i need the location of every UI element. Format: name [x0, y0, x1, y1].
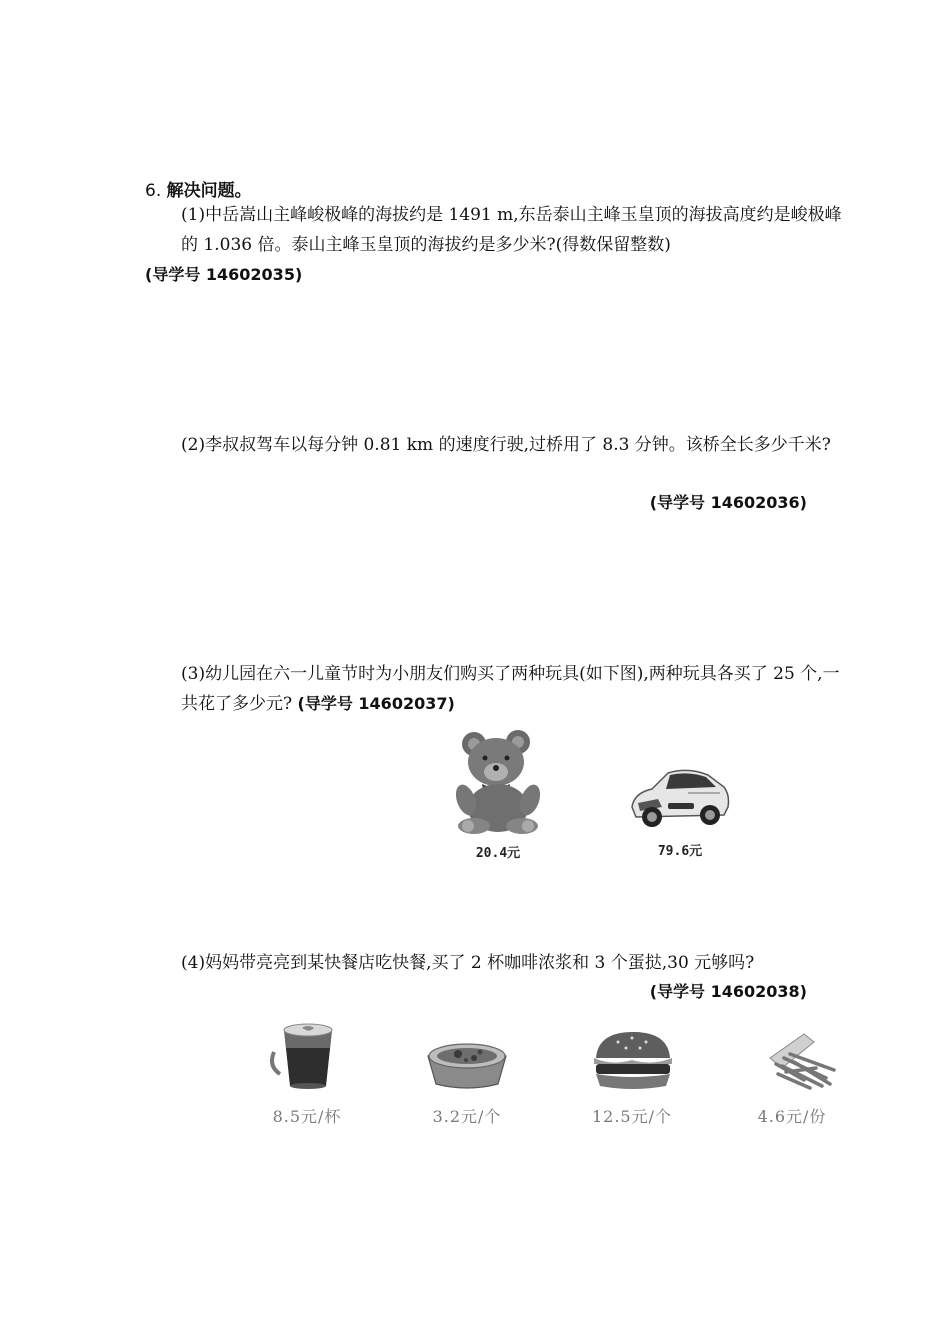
- problem-3-text: (3)幼儿园在六一儿童节时为小朋友们购买了两种玩具(如下图),两种玩具各买了 25 个,一共花了多少元?: [181, 664, 840, 714]
- problem-2-ref: (导学号 14602036): [649, 493, 807, 512]
- problem-1-text: (1)中岳嵩山主峰峻极峰的海拔约是 1491 m,东岳泰山主峰玉皇顶的海拔高度约是峻极峰的 1.036 倍。泰山主峰玉皇顶的海拔约是多少米?(得数保留整数): [181, 205, 842, 255]
- egg-tart-image: [424, 1036, 510, 1090]
- hamburger-image: [592, 1028, 674, 1092]
- fries-price: 4.6元/份: [757, 1107, 827, 1126]
- problem-2-text: (2)李叔叔驾车以每分钟 0.81 km 的速度行驶,过桥用了 8.3 分钟。该桥全长多少千米?: [181, 435, 831, 455]
- problem-4-ref: (导学号 14602038): [649, 982, 807, 1001]
- fries-image: [764, 1028, 840, 1092]
- section-title: 解决问题。: [166, 181, 252, 201]
- problem-4-ref-line: [145, 977, 807, 1007]
- problem-1-ref: (导学号 14602035): [145, 265, 303, 284]
- problem-3-ref: (导学号 14602037): [297, 694, 455, 713]
- problem-3: [145, 659, 843, 719]
- problem-1-ref-line: [145, 260, 807, 290]
- teddy-bear-image: [452, 728, 544, 834]
- problem-2-ref-line: [145, 488, 807, 518]
- toy-car-price: 79.6元: [657, 844, 703, 859]
- problem-4-text: (4)妈妈带亮亮到某快餐店吃快餐,买了 2 杯咖啡浓浆和 3 个蛋挞,30 元够吗?: [181, 953, 755, 973]
- problem-4: [145, 948, 843, 978]
- toy-car-image: [628, 763, 732, 829]
- section-number: 6.: [145, 181, 162, 201]
- problem-1: [145, 200, 843, 260]
- egg-tart-price: 3.2元/个: [432, 1107, 502, 1126]
- coffee-price: 8.5元/杯: [272, 1107, 342, 1126]
- section-heading: [145, 176, 252, 201]
- coffee-cup-image: [270, 1022, 344, 1092]
- hamburger-price: 12.5元/个: [591, 1107, 673, 1126]
- problem-2: [145, 430, 843, 460]
- teddy-bear-price: 20.4元: [475, 846, 521, 861]
